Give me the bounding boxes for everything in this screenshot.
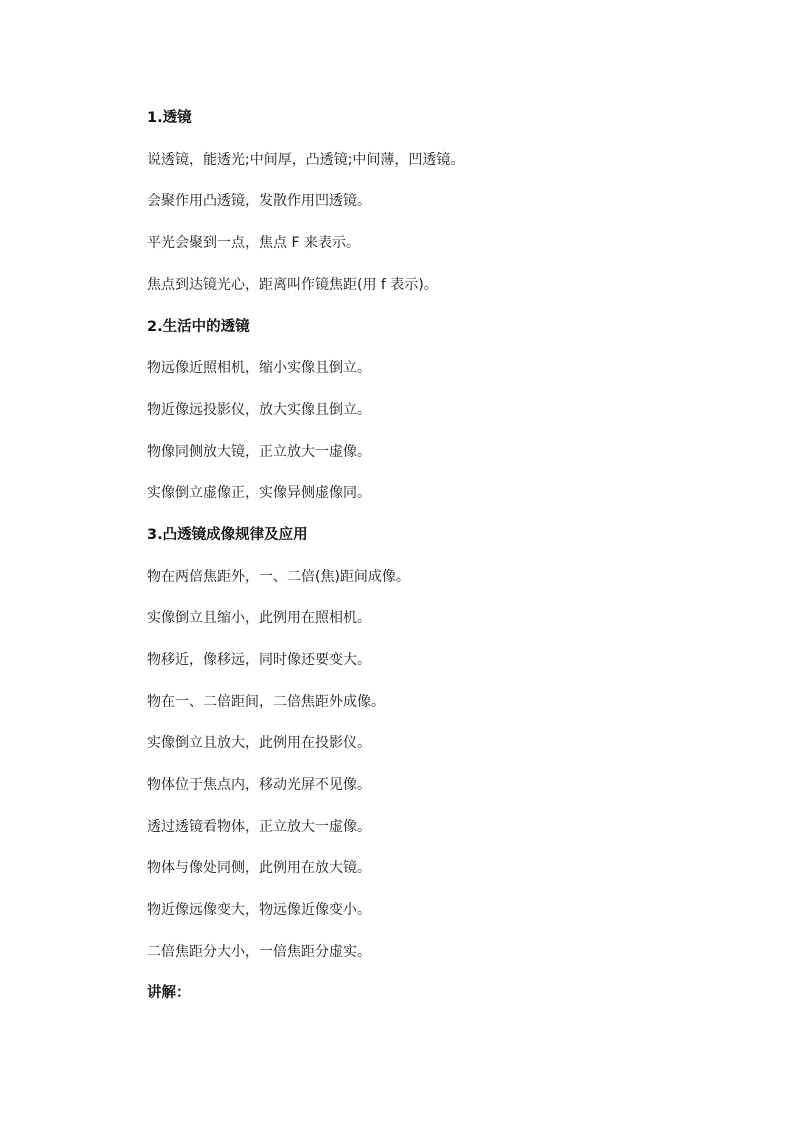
text-line: 说透镜，能透光;中间厚，凸透镜;中间薄，凹透镜。	[147, 152, 465, 168]
text-line: 会聚作用凸透镜，发散作用凹透镜。	[147, 193, 371, 209]
text-line: 实像倒立虚像正，实像异侧虚像同。	[147, 485, 371, 501]
section-heading-lens: 1.透镜	[147, 110, 192, 126]
text-line: 焦点到达镜光心，距离叫作镜焦距(用 f 表示)。	[147, 277, 438, 293]
text-line: 物在一、二倍距间，二倍焦距外成像。	[147, 694, 385, 710]
text-line: 物体位于焦点内，移动光屏不见像。	[147, 777, 371, 793]
text-line: 实像倒立且放大，此例用在投影仪。	[147, 735, 371, 751]
text-line: 物像同侧放大镜，正立放大一虚像。	[147, 444, 371, 460]
section-heading-lenses-in-life: 2.生活中的透镜	[147, 319, 250, 335]
text-line: 物远像近照相机，缩小实像且倒立。	[147, 360, 371, 376]
text-line: 二倍焦距分大小，一倍焦距分虚实。	[147, 944, 371, 960]
text-line: 实像倒立且缩小，此例用在照相机。	[147, 610, 371, 626]
text-line: 物在两倍焦距外，一、二倍(焦)距间成像。	[147, 569, 410, 585]
text-line: 物体与像处同侧，此例用在放大镜。	[147, 860, 371, 876]
text-line: 物近像远像变大，物远像近像变小。	[147, 902, 371, 918]
text-line: 物近像远投影仪，放大实像且倒立。	[147, 402, 371, 418]
text-line: 物移近，像移远，同时像还要变大。	[147, 652, 371, 668]
section-heading-convex-lens-rules: 3.凸透镜成像规律及应用	[147, 527, 308, 543]
explanation-label: 讲解：	[147, 985, 191, 1001]
text-line: 透过透镜看物体，正立放大一虚像。	[147, 819, 371, 835]
text-line: 平光会聚到一点，焦点 F 来表示。	[147, 235, 360, 251]
